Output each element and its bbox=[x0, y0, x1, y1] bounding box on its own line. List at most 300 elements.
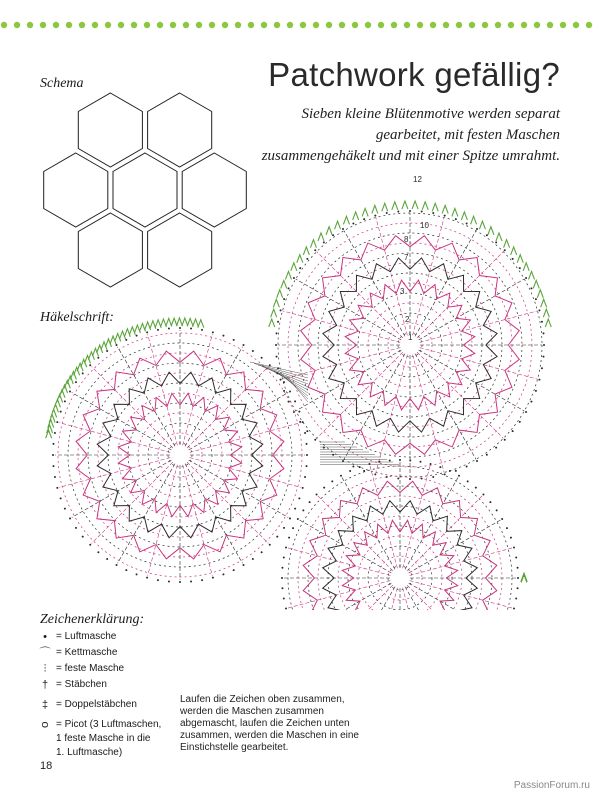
chain-dot bbox=[496, 509, 498, 511]
chain-dot bbox=[146, 331, 148, 333]
chain-dot bbox=[277, 321, 279, 323]
chain-dot bbox=[106, 558, 108, 560]
border-dot bbox=[1, 22, 7, 28]
chain-dot bbox=[190, 327, 192, 329]
chain-dot bbox=[190, 581, 192, 583]
stitch-spoke bbox=[187, 367, 268, 448]
border-dot bbox=[547, 22, 553, 28]
picot-edge bbox=[64, 380, 70, 388]
chain-dot bbox=[280, 309, 282, 311]
chain-dot bbox=[513, 546, 515, 548]
chain-dot bbox=[519, 421, 521, 423]
stitch-spoke bbox=[403, 466, 430, 568]
chain-dot bbox=[486, 454, 488, 456]
chain-dot bbox=[285, 546, 287, 548]
border-dot bbox=[131, 22, 137, 28]
chain-dot bbox=[212, 577, 214, 579]
border-dot bbox=[482, 22, 488, 28]
chain-dot bbox=[69, 391, 71, 393]
stitch-spoke bbox=[420, 311, 538, 343]
chain-dot bbox=[82, 536, 84, 538]
border-dot bbox=[469, 22, 475, 28]
chain-dot bbox=[323, 487, 325, 489]
chain-dot bbox=[269, 544, 271, 546]
chain-dot bbox=[512, 430, 514, 432]
picot-edge bbox=[291, 263, 297, 271]
stitch-spoke bbox=[370, 466, 397, 568]
chain-dot bbox=[475, 487, 477, 489]
picot-edge bbox=[372, 205, 378, 213]
legend-text: = Kettmasche bbox=[56, 647, 118, 658]
chain-dot bbox=[97, 357, 99, 359]
chain-dot bbox=[281, 587, 283, 589]
chain-dot bbox=[314, 249, 316, 251]
chain-dot bbox=[75, 527, 77, 529]
picot-edge bbox=[402, 201, 408, 209]
chain-dot bbox=[60, 497, 62, 499]
stitch-spoke bbox=[342, 587, 395, 610]
picot-edge bbox=[269, 319, 275, 327]
stitch-spoke bbox=[417, 352, 503, 438]
chain-dot bbox=[444, 215, 446, 217]
legend-title: Zeichenerklärung: bbox=[40, 612, 145, 627]
picot-edge bbox=[273, 299, 279, 307]
chain-dot bbox=[332, 454, 334, 456]
chain-dot bbox=[261, 357, 263, 359]
chain-dot bbox=[283, 390, 285, 392]
chain-dot bbox=[342, 228, 344, 230]
chain-dot bbox=[495, 447, 497, 449]
stitch-spoke bbox=[317, 252, 403, 338]
chain-dot bbox=[455, 470, 457, 472]
chain-dot bbox=[64, 508, 66, 510]
border-dot bbox=[508, 22, 514, 28]
picot-edge bbox=[310, 240, 316, 248]
border-dot bbox=[170, 22, 176, 28]
chain-dot bbox=[116, 344, 118, 346]
chain-dot bbox=[56, 487, 58, 489]
chain-dot bbox=[432, 212, 434, 214]
border-dot bbox=[313, 22, 319, 28]
chain-dot bbox=[340, 475, 342, 477]
border-dot bbox=[287, 22, 293, 28]
chain-dot bbox=[106, 350, 108, 352]
chain-dot bbox=[252, 350, 254, 352]
treble-crochet-icon: ‡ bbox=[41, 699, 49, 711]
picot-edge bbox=[479, 221, 485, 229]
chain-dot bbox=[444, 473, 446, 475]
chain-dot bbox=[525, 277, 527, 279]
chain-dot bbox=[52, 454, 54, 456]
chain-dot bbox=[482, 494, 484, 496]
border-dot bbox=[586, 22, 592, 28]
picot-edge bbox=[533, 280, 539, 288]
chain-dot bbox=[179, 581, 181, 583]
picot-edge bbox=[362, 208, 368, 216]
watermark: PassionForum.ru bbox=[513, 780, 590, 791]
border-dot bbox=[417, 22, 423, 28]
border-dot bbox=[144, 22, 150, 28]
stitch-spoke bbox=[419, 350, 525, 411]
chain-dot bbox=[541, 367, 543, 369]
chain-dot bbox=[439, 466, 441, 468]
picot-edge bbox=[382, 203, 388, 211]
page-subtitle: Sieben kleine Blütenmotive werden separat gearbeitet, mit festen Maschen zusammengehäkelt und mit einer Spitze umrahmt. bbox=[261, 106, 560, 164]
chain-dot bbox=[283, 557, 285, 559]
chain-dot bbox=[212, 331, 214, 333]
picot-edge bbox=[303, 247, 309, 255]
chain-dot bbox=[542, 356, 544, 358]
chain-dot bbox=[409, 459, 411, 461]
chain-dot bbox=[54, 432, 56, 434]
chain-dot bbox=[276, 536, 278, 538]
picot-edge bbox=[67, 376, 73, 384]
stitch-spoke bbox=[415, 231, 476, 337]
border-dot bbox=[404, 22, 410, 28]
chain-dot bbox=[389, 459, 391, 461]
chain-dot bbox=[409, 210, 411, 212]
chain-dot bbox=[368, 463, 370, 465]
picot-edge bbox=[537, 290, 543, 298]
chain-dot bbox=[306, 454, 308, 456]
picot-edge bbox=[297, 255, 303, 263]
chain-dot bbox=[541, 321, 543, 323]
border-dot bbox=[235, 22, 241, 28]
border-dot bbox=[40, 22, 46, 28]
chain-dot bbox=[283, 298, 285, 300]
stitch-spoke bbox=[183, 465, 213, 576]
page-number: 18 bbox=[40, 760, 53, 772]
legend-item bbox=[38, 718, 161, 760]
picot-edge bbox=[452, 208, 458, 216]
border-dot bbox=[378, 22, 384, 28]
chain-dot bbox=[60, 411, 62, 413]
stitch-spoke bbox=[59, 458, 170, 488]
round-number: 7 bbox=[404, 253, 409, 262]
chain-dot bbox=[283, 527, 285, 529]
legend-item bbox=[38, 662, 161, 676]
picot-edge bbox=[422, 202, 428, 210]
legend bbox=[38, 630, 161, 762]
chain-dot bbox=[495, 241, 497, 243]
legend-text: = feste Masche bbox=[56, 663, 125, 674]
round-number: 12 bbox=[413, 175, 422, 184]
chain-dot bbox=[89, 364, 91, 366]
stitch-spoke bbox=[403, 588, 430, 610]
double-crochet-icon: † bbox=[41, 679, 49, 691]
border-dot bbox=[27, 22, 33, 28]
chain-dot bbox=[283, 597, 285, 599]
picot-edge bbox=[285, 271, 291, 279]
stitch-spoke bbox=[318, 496, 393, 571]
picot-edge bbox=[412, 201, 418, 209]
chain-dot bbox=[276, 356, 278, 358]
chain-dot bbox=[476, 460, 478, 462]
stitch-spoke bbox=[282, 311, 400, 343]
picot-edge bbox=[145, 322, 151, 330]
border-dot bbox=[300, 22, 306, 28]
chain-dot bbox=[243, 344, 245, 346]
stitch-note: Laufen die Zeichen oben zusammen, werden die Maschen zusammen abgemascht, laufen die Zeichen unten zusammen, werden die Maschen in eine Einstichstelle gearbeitet. bbox=[180, 694, 359, 753]
picot-edge bbox=[46, 430, 52, 438]
stitch-spoke bbox=[417, 252, 503, 338]
round-number: 8 bbox=[404, 235, 409, 244]
picot-edge bbox=[523, 263, 529, 271]
stitch-spoke bbox=[407, 496, 482, 571]
picot-edge bbox=[134, 325, 140, 333]
chain-dot bbox=[504, 249, 506, 251]
chain-dot bbox=[292, 527, 294, 529]
border-dot bbox=[196, 22, 202, 28]
border-dot bbox=[157, 22, 163, 28]
slip-stitch-icon: ⌒ bbox=[39, 647, 51, 659]
picot-edge bbox=[176, 318, 182, 326]
chain-dot bbox=[288, 537, 290, 539]
chain-dot bbox=[342, 460, 344, 462]
chain-dot bbox=[75, 381, 77, 383]
stitch-spoke bbox=[92, 367, 173, 448]
chain-dot bbox=[525, 411, 527, 413]
picot-edge bbox=[182, 318, 188, 326]
chain-dot bbox=[201, 579, 203, 581]
picot-edge bbox=[504, 240, 510, 248]
chain-dot bbox=[304, 476, 306, 478]
chain-dot bbox=[489, 501, 491, 503]
chain-dot bbox=[513, 608, 515, 610]
stitch-spoke bbox=[376, 355, 408, 473]
picot-edge bbox=[511, 247, 517, 255]
chain-dot bbox=[352, 465, 354, 467]
picot-edge bbox=[335, 221, 341, 229]
picot-edge bbox=[326, 227, 332, 235]
chain-dot bbox=[293, 277, 295, 279]
chain-dot bbox=[261, 551, 263, 553]
chain-dot bbox=[52, 443, 54, 445]
chain-dot bbox=[304, 432, 306, 434]
chain-dot bbox=[386, 212, 388, 214]
chain-dot bbox=[535, 390, 537, 392]
stitch-spoke bbox=[413, 217, 445, 335]
chain-dot bbox=[530, 287, 532, 289]
stitch-spoke bbox=[296, 350, 402, 411]
stitch-spoke bbox=[148, 465, 178, 576]
legend-item bbox=[38, 630, 161, 644]
chain-dot bbox=[280, 379, 282, 381]
picot-edge bbox=[461, 212, 467, 220]
chain-dot bbox=[298, 497, 300, 499]
picot-edge bbox=[277, 290, 283, 298]
legend-text: = Stäbchen bbox=[56, 679, 107, 690]
legend-text: = Luftmasche bbox=[56, 631, 117, 642]
legend-item bbox=[38, 646, 161, 660]
picot-edge bbox=[529, 271, 535, 279]
chain-dot bbox=[504, 439, 506, 441]
chain-dot bbox=[233, 339, 235, 341]
stitch-spoke bbox=[183, 334, 213, 445]
chain-dot bbox=[82, 372, 84, 374]
chain-dot bbox=[64, 400, 66, 402]
page-title: Patchwork gefällig? bbox=[268, 56, 560, 93]
stitch-spoke bbox=[189, 393, 289, 451]
chain-dot bbox=[538, 379, 540, 381]
chain-dot bbox=[466, 223, 468, 225]
border-dot bbox=[456, 22, 462, 28]
chain-dot bbox=[125, 569, 127, 571]
round-number: 3 bbox=[400, 287, 405, 296]
seam-line bbox=[258, 365, 308, 381]
picot-edge bbox=[432, 203, 438, 211]
picot-edge bbox=[517, 255, 523, 263]
stitch-spoke bbox=[288, 581, 390, 608]
chain-dot bbox=[542, 332, 544, 334]
border-dot bbox=[443, 22, 449, 28]
chain-dot bbox=[314, 439, 316, 441]
border-dot bbox=[66, 22, 72, 28]
stitch-spoke bbox=[413, 355, 445, 473]
stitch-spoke bbox=[59, 423, 170, 453]
chain-dot bbox=[517, 577, 519, 579]
border-dot bbox=[92, 22, 98, 28]
chain-dot bbox=[54, 476, 56, 478]
stitch-spoke bbox=[410, 548, 512, 575]
chain-dot bbox=[281, 567, 283, 569]
chain-dot bbox=[285, 608, 287, 610]
picot-edge bbox=[281, 280, 287, 288]
chain-dot bbox=[201, 329, 203, 331]
picot-edge bbox=[271, 309, 277, 317]
chain-dot bbox=[432, 476, 434, 478]
seam-line bbox=[286, 376, 308, 403]
chain-dot bbox=[289, 391, 291, 393]
crochet-chart-label: Häkelschrift: bbox=[40, 310, 114, 325]
border-dot bbox=[573, 22, 579, 28]
chain-dot bbox=[455, 218, 457, 220]
chain-dot bbox=[168, 581, 170, 583]
chain-dot bbox=[89, 544, 91, 546]
chain-dot bbox=[397, 211, 399, 213]
chain-dot bbox=[466, 465, 468, 467]
stitch-spoke bbox=[420, 348, 538, 380]
picot-edge bbox=[343, 216, 349, 224]
round-number: 1 bbox=[408, 333, 413, 342]
stitch-spoke bbox=[405, 587, 458, 610]
chain-dot bbox=[157, 329, 159, 331]
picot-edge bbox=[392, 202, 398, 210]
chain-dot bbox=[179, 327, 181, 329]
chain-dot bbox=[476, 228, 478, 230]
chain-dot bbox=[517, 587, 519, 589]
picot-edge bbox=[192, 319, 198, 327]
picot-edge bbox=[129, 327, 135, 335]
chain-dot bbox=[146, 577, 148, 579]
chain-dot bbox=[289, 518, 291, 520]
chain-dot bbox=[302, 509, 304, 511]
chain-dot bbox=[530, 401, 532, 403]
chain-dot bbox=[157, 579, 159, 581]
chain-dot bbox=[352, 223, 354, 225]
chain-dot bbox=[535, 298, 537, 300]
chain-dot bbox=[363, 218, 365, 220]
border-dot bbox=[79, 22, 85, 28]
picot-edge bbox=[521, 574, 527, 582]
border-dot bbox=[105, 22, 111, 28]
picot-edge bbox=[124, 329, 130, 337]
border-dot bbox=[560, 22, 566, 28]
chain-dot bbox=[299, 267, 301, 269]
chain-dot bbox=[56, 421, 58, 423]
chain-dot bbox=[397, 477, 399, 479]
chain-dot bbox=[252, 558, 254, 560]
chain-dot bbox=[421, 211, 423, 213]
chain-dot bbox=[538, 309, 540, 311]
stitch-spoke bbox=[72, 460, 172, 518]
chain-dot bbox=[243, 564, 245, 566]
chain-dot bbox=[430, 463, 432, 465]
picot-edge bbox=[496, 233, 502, 241]
chain-dot bbox=[306, 258, 308, 260]
seam-line bbox=[270, 370, 308, 391]
flower-motif bbox=[46, 318, 308, 583]
chain-dot bbox=[294, 400, 296, 402]
flower-motif bbox=[281, 459, 527, 610]
border-dot bbox=[14, 22, 20, 28]
picot-edge bbox=[171, 318, 177, 326]
chain-dot bbox=[379, 461, 381, 463]
stitch-spoke bbox=[185, 464, 243, 564]
chain-dot bbox=[294, 508, 296, 510]
picot-edge bbox=[543, 309, 549, 317]
chain-dot bbox=[409, 478, 411, 480]
chain-dot bbox=[374, 473, 376, 475]
chain-dot bbox=[449, 470, 451, 472]
picot-edge bbox=[74, 367, 80, 375]
chain-dot bbox=[515, 597, 517, 599]
picot-edge bbox=[318, 233, 324, 241]
picot-edge bbox=[545, 319, 551, 327]
stitch-spoke bbox=[282, 348, 400, 380]
chain-dot bbox=[543, 344, 545, 346]
stitch-spoke bbox=[190, 458, 301, 488]
chain-dot bbox=[486, 234, 488, 236]
stitch-spoke bbox=[189, 460, 289, 518]
chain-dot bbox=[306, 443, 308, 445]
legend-item bbox=[38, 678, 161, 692]
border-dot bbox=[495, 22, 501, 28]
picot-edge bbox=[353, 212, 359, 220]
chain-dot bbox=[97, 551, 99, 553]
picot-edge bbox=[442, 205, 448, 213]
stitch-spoke bbox=[118, 347, 176, 447]
chain-dot bbox=[306, 465, 308, 467]
border-dot bbox=[248, 22, 254, 28]
chain-dot bbox=[136, 573, 138, 575]
chain-dot bbox=[302, 487, 304, 489]
picot-edge bbox=[471, 216, 477, 224]
border-dot bbox=[521, 22, 527, 28]
chain-dot bbox=[281, 577, 283, 579]
stitch-spoke bbox=[376, 217, 408, 335]
stitch-spoke bbox=[190, 423, 301, 453]
round-number: 10 bbox=[420, 221, 429, 230]
stitch-spoke bbox=[185, 347, 243, 447]
border-dot bbox=[209, 22, 215, 28]
chain-dot bbox=[283, 381, 285, 383]
legend-text: = Picot (3 Luftmaschen, 1 feste Masche in die 1. Luftmasche) bbox=[56, 719, 162, 758]
chain-dot bbox=[276, 332, 278, 334]
top-dot-border bbox=[0, 14, 600, 36]
border-dot bbox=[430, 22, 436, 28]
schema-hexagon bbox=[148, 93, 212, 167]
